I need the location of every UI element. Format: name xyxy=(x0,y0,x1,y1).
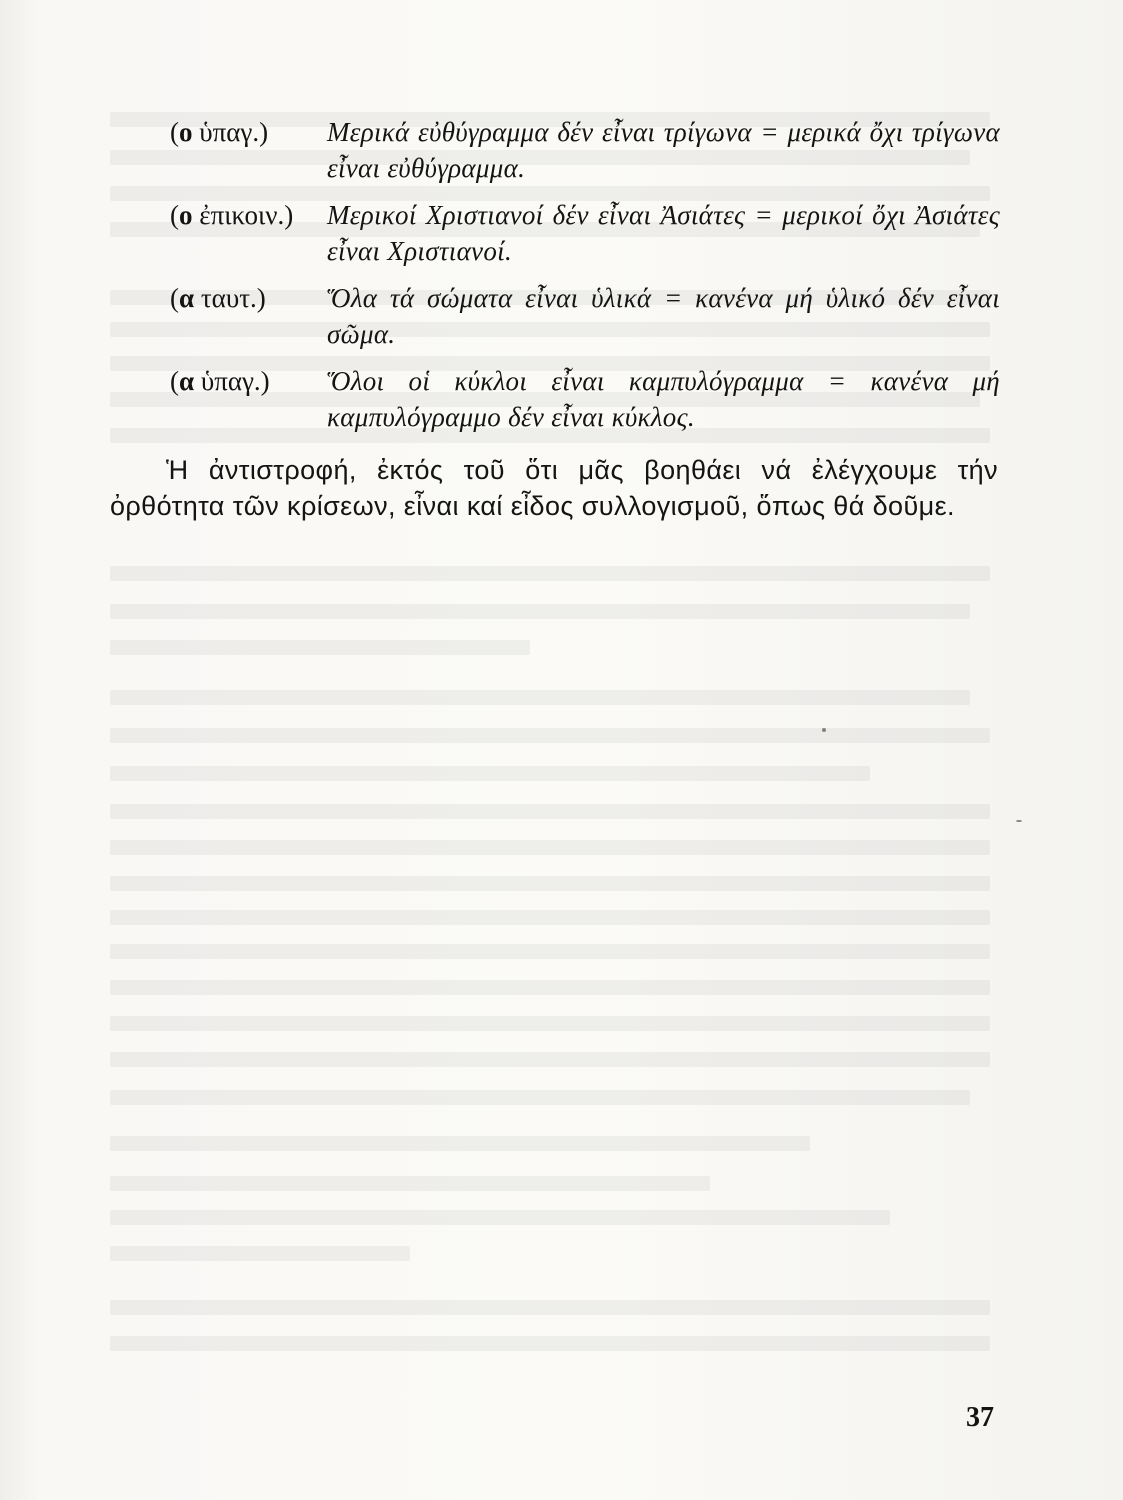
entry-label: (α ὑπαγ.) xyxy=(170,366,270,396)
entry-text: Ὅλα τά σώματα εἶναι ὑλικά = κανένα μή ὑλικό δέν εἶναι σῶμα. xyxy=(327,283,1000,349)
entry-label: (ο ἐπικοιν.) xyxy=(170,200,294,230)
ink-speck xyxy=(822,728,826,732)
ink-speck xyxy=(1016,820,1022,822)
example-entry xyxy=(170,114,1000,186)
entry-label: (α ταυτ.) xyxy=(170,283,266,313)
example-entry xyxy=(170,197,1000,269)
entry-label: (ο ὑπαγ.) xyxy=(170,117,269,147)
conversion-examples xyxy=(170,114,1000,446)
body-paragraph: Ἡ ἀντιστροφή, ἐκτός τοῦ ὅτι μᾶς βοηθάει νά ἐλέγχουμε τήν ὀρθότητα τῶν κρίσεων, εἶναι καί εἶδος συλλογισμοῦ, ὅπως θά δοῦμε. xyxy=(110,455,998,521)
entry-text: Μερικοί Χριστιανοί δέν εἶναι Ἀσιάτες = μερικοί ὄχι Ἀσιάτες εἶναι Χριστιανοί. xyxy=(327,200,1000,266)
entry-text: Μερικά εὐθύγραμμα δέν εἶναι τρίγωνα = μερικά ὄχι τρίγωνα εἶναι εὐθύγραμμα. xyxy=(327,117,1000,183)
entry-text: Ὅλοι οἱ κύκλοι εἶναι καμπυλόγραμμα = κανένα μή καμπυλόγραμμο δέν εἶναι κύκλος. xyxy=(327,366,1000,432)
example-entry xyxy=(170,363,1000,435)
example-entry xyxy=(170,280,1000,352)
page-number: 37 xyxy=(966,1402,994,1433)
